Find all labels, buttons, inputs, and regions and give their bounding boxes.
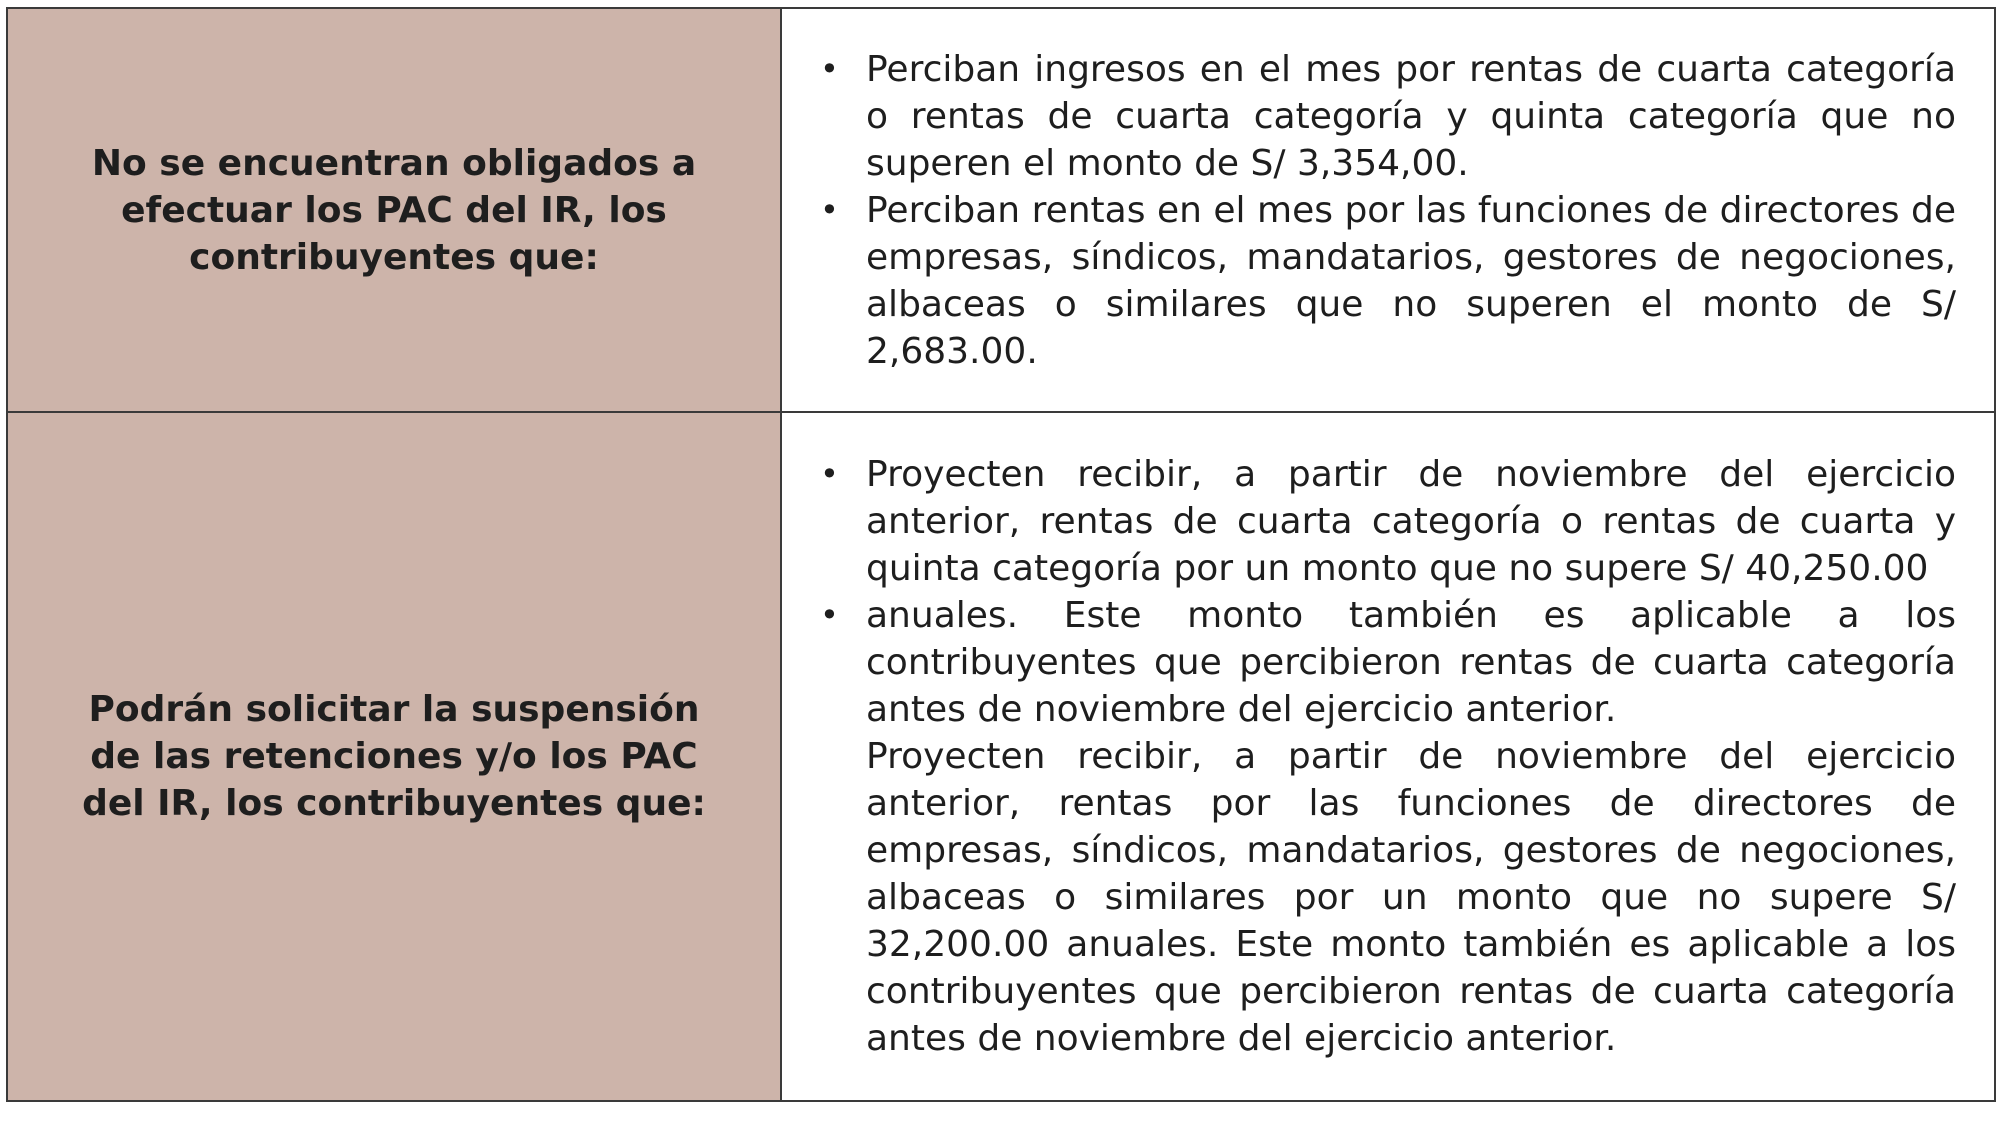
bullet-list	[820, 451, 1956, 1062]
list-item: • Proyecten recibir, a partir de noviembre del ejercicio anterior, rentas de cuarta categoría o rentas de cuarta y quinta categoría por un monto que no supere S/ 40,250.00	[820, 451, 1956, 592]
row-heading: Podrán solicitar la suspensión de las retenciones y/o los PAC del IR, los contribuyentes que:	[82, 689, 706, 824]
list-item: • Perciban rentas en el mes por las funciones de directores de empresas, síndicos, mandatarios, gestores de negociones, albaceas o similares que no superen el monto de S/ 2,683.00.	[820, 187, 1956, 375]
list-item: • anuales. Este monto también es aplicable a los contribuyentes que percibieron rentas de cuarta categoría antes de noviembre del ejercicio anterior.	[820, 592, 1956, 733]
list-item: • Perciban ingresos en el mes por rentas de cuarta categoría o rentas de cuarta categoría y quinta categoría que no superen el monto de S/ 3,354,00.	[820, 46, 1956, 187]
row-content-cell	[784, 9, 1994, 411]
row-heading-cell	[8, 413, 782, 1100]
table-row	[8, 9, 1994, 413]
bullet-list	[820, 46, 1956, 375]
continuation-paragraph: Proyecten recibir, a partir de noviembre del ejercicio anterior, rentas por las funciones de directores de empresas, síndicos, mandatarios, gestores de negociones, albaceas o similares por un monto que no supere S/ 32,200.00 anuales. Este monto también es aplicable a los contribuyentes que percibieron rentas de cuarta categoría antes de noviembre del ejercicio anterior.	[866, 736, 1956, 1059]
table-row	[8, 413, 1994, 1100]
info-table	[6, 7, 1996, 1102]
row-heading-cell	[8, 9, 782, 411]
row-content-cell	[784, 413, 1994, 1100]
row-heading: No se encuentran obligados a efectuar los PAC del IR, los contribuyentes que:	[91, 142, 697, 278]
